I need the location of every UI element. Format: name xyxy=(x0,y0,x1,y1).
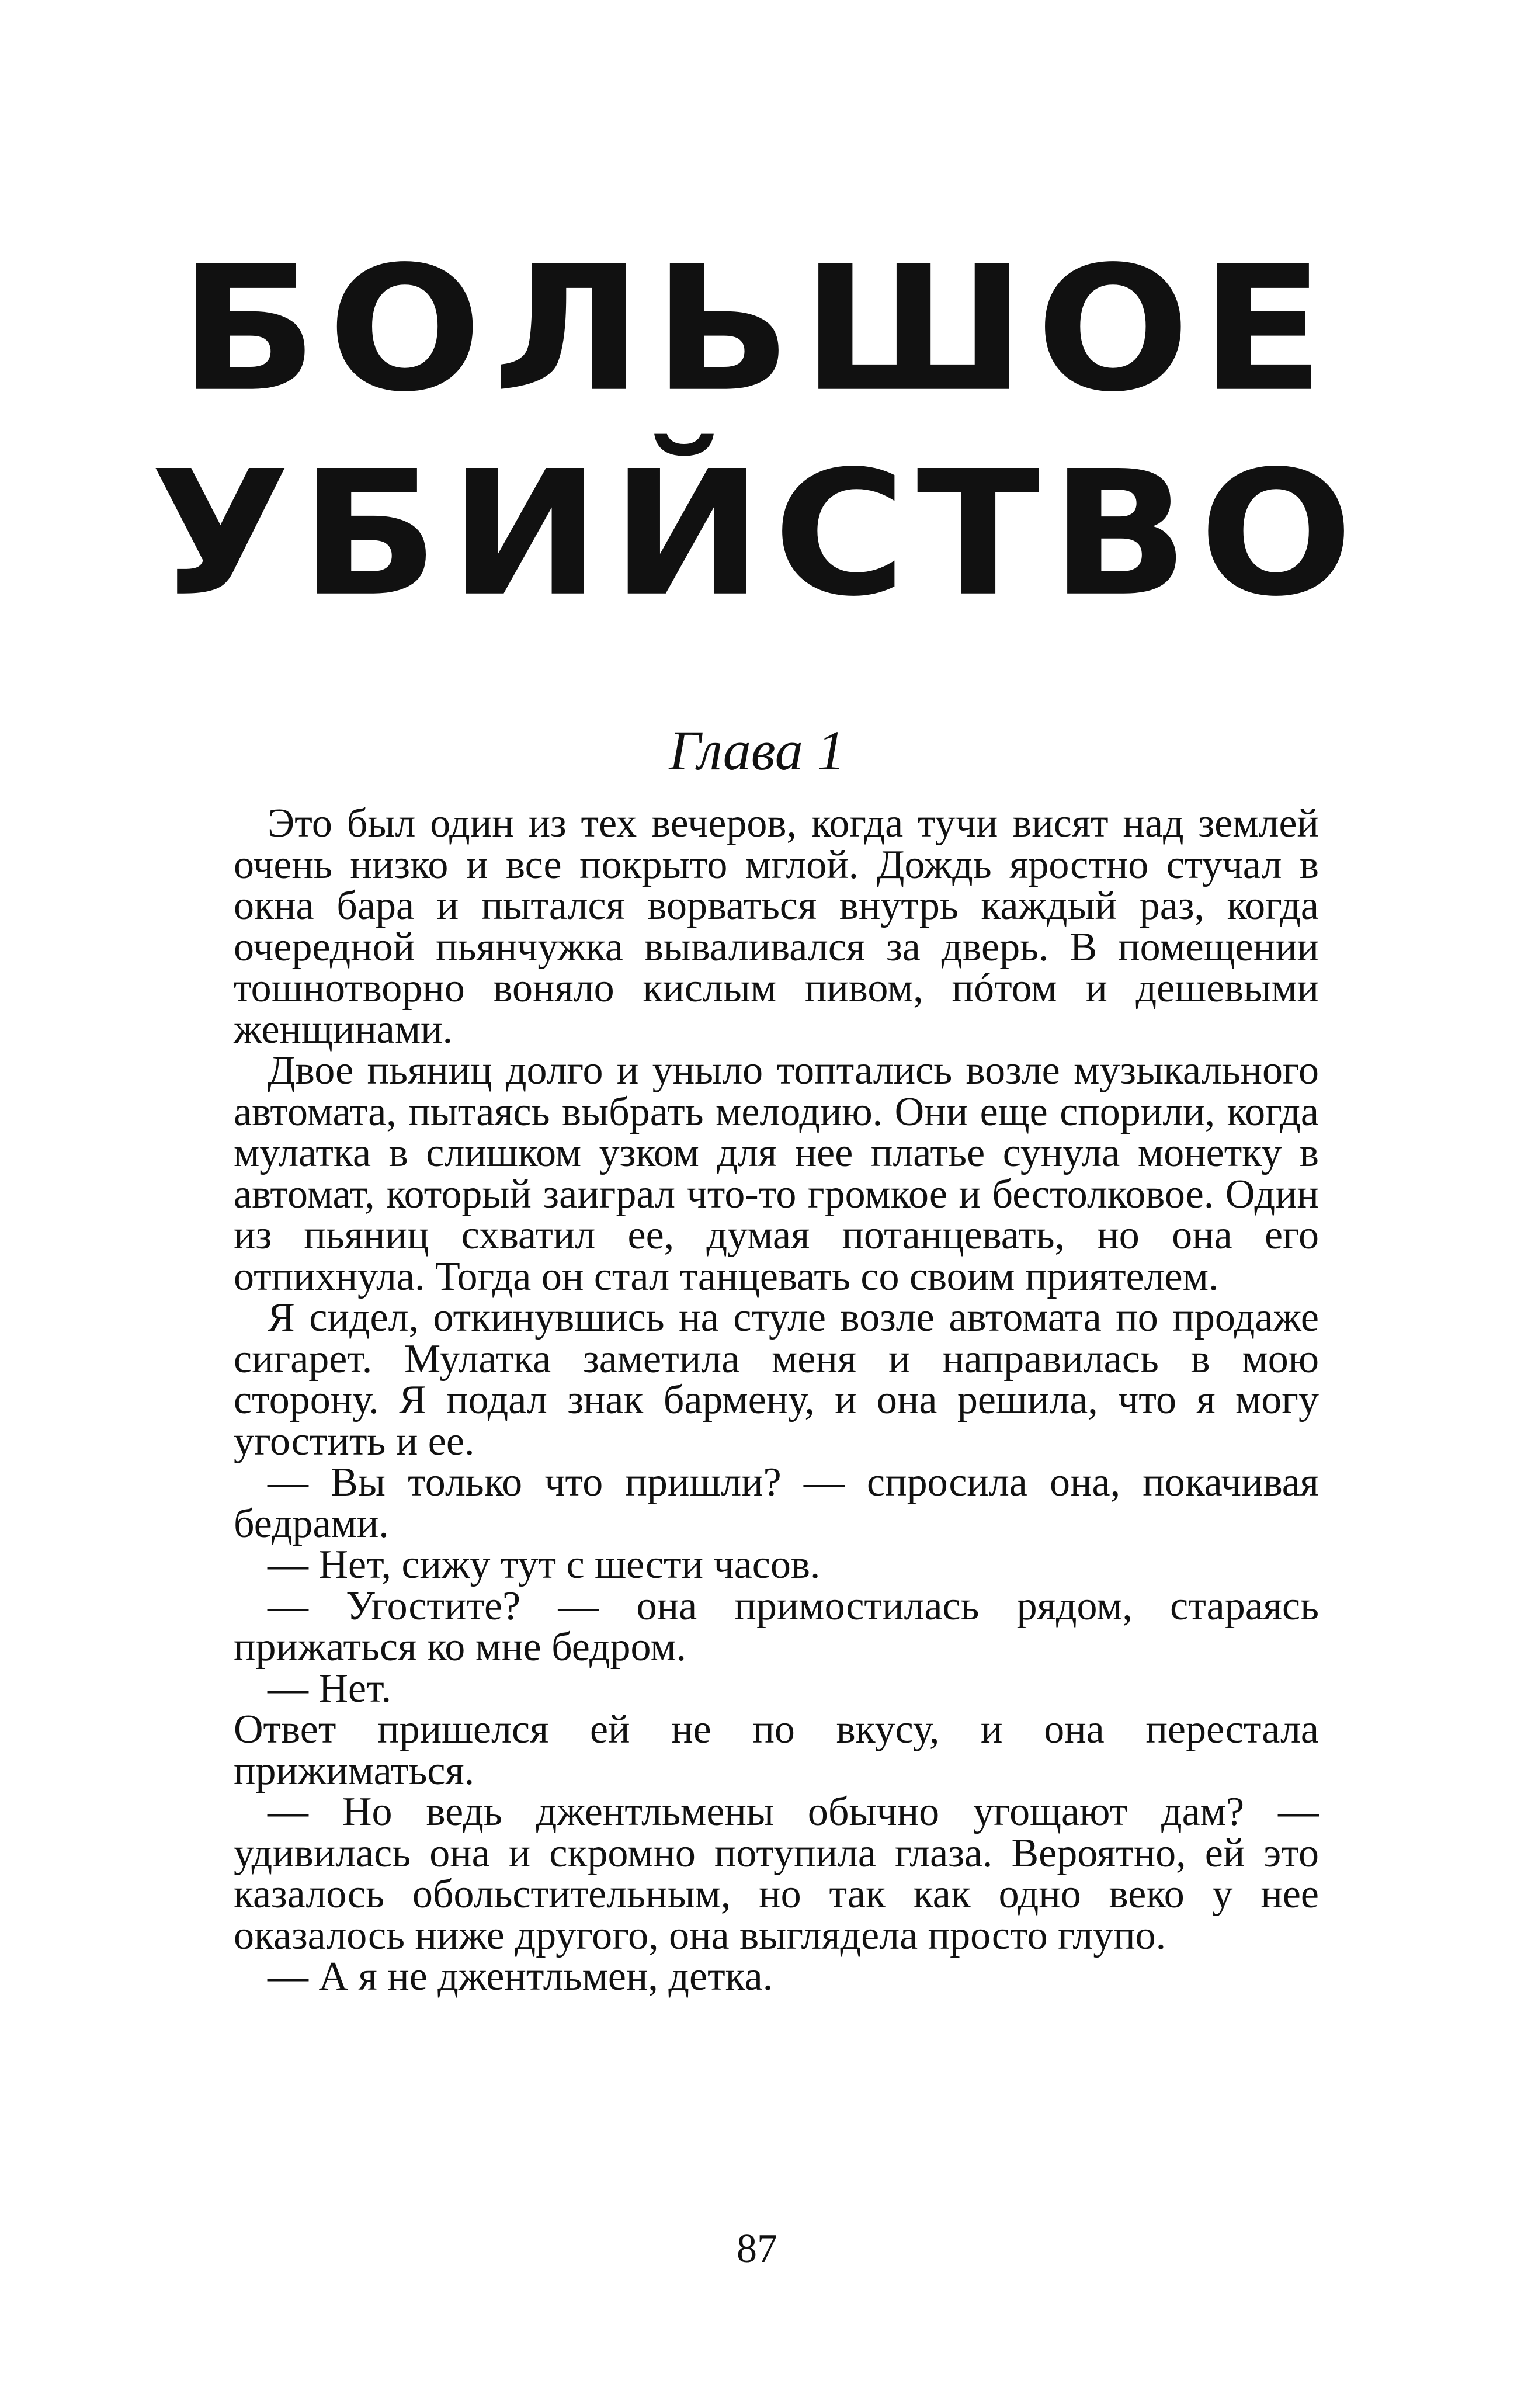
paragraph: Ответ пришелся ей не по вкусу, и она перестала прижиматься. xyxy=(234,1707,1319,1793)
dialogue-line: — Угостите? — она примостилась рядом, стараясь прижаться ко мне бедром. xyxy=(234,1583,1319,1670)
body-text xyxy=(234,803,1319,1998)
chapter-heading: Глава 1 xyxy=(669,719,845,782)
title-line-1: БОЛЬШОЕ xyxy=(179,230,1335,430)
book-title xyxy=(0,230,1514,634)
dialogue-line: — Нет, сижу тут с шести часов. xyxy=(268,1542,821,1587)
paragraph: Это был один из тех вечеров, когда тучи висят над землей очень низко и все покрыто мглой. Дождь яростно стучал в окна бара и пытался ворваться внутрь каждый раз, когда очередной пьянчужка вываливался за дверь. В помещении тошнотворно воняло кислым пивом, пóтом и дешевыми женщинами. xyxy=(234,801,1319,1052)
dialogue-line: — Вы только что пришли? — спросила она, покачивая бедрами. xyxy=(234,1460,1319,1546)
paragraph: Я сидел, откинувшись на стуле возле автомата по продаже сигарет. Мулатка заметила меня и направилась в мою сторону. Я подал знак бармену, и она решила, что я могу угостить и ее. xyxy=(234,1295,1319,1464)
dialogue-line: — Но ведь джентльмены обычно угощают дам? — удивилась она и скромно потупила глаза. Вероятно, ей это казалось обольстительным, но так как одно веко у нее оказалось ниже другого, она выглядела просто глупо. xyxy=(234,1789,1319,1958)
dialogue-line: — Нет. xyxy=(268,1666,391,1711)
paragraph: Двое пьяниц долго и уныло топтались возле музыкального автомата, пытаясь выбрать мелодию. Они еще спорили, когда мулатка в слишком узком для нее платье сунула монетку в автомат, который заиграл что-то громкое и бестолковое. Один из пьяниц схватил ее, думая потанцевать, но она его отпихнула. Тогда он стал танцевать со своим приятелем. xyxy=(234,1048,1319,1299)
dialogue-line: — А я не джентльмен, детка. xyxy=(268,1954,773,1999)
page-number: 87 xyxy=(737,2226,777,2271)
title-line-2: УБИЙСТВО xyxy=(150,434,1364,634)
